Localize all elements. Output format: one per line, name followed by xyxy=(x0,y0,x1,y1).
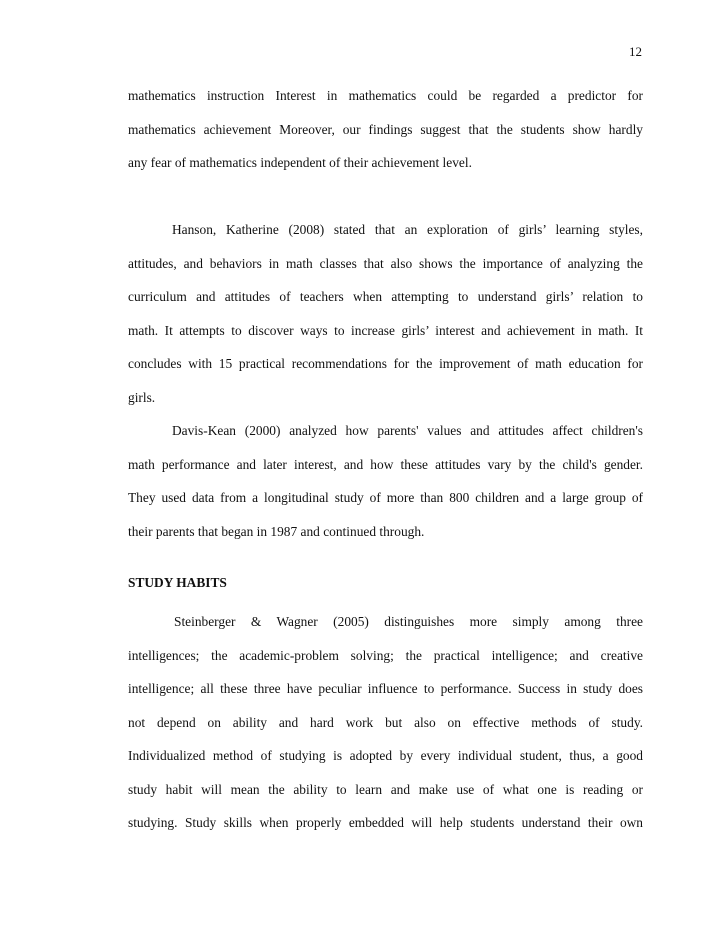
page-number: 12 xyxy=(629,44,642,59)
paragraph-line: curriculum and attitudes of teachers when attempting to understand girls’ relation to xyxy=(128,289,643,304)
paragraph-line: Steinberger & Wagner (2005) distinguishes more simply among three xyxy=(174,614,643,629)
paragraph-line: mathematics instruction Interest in mathematics could be regarded a predictor for xyxy=(128,88,643,103)
paragraph-line: concludes with 15 practical recommendations for the improvement of math education for xyxy=(128,356,643,371)
paragraph-line: Hanson, Katherine (2008) stated that an exploration of girls’ learning styles, xyxy=(172,222,643,237)
paragraph-line: intelligences; the academic-problem solving; the practical intelligence; and creative xyxy=(128,647,643,663)
paragraph-line: Individualized method of studying is adopted by every individual student, thus, a good xyxy=(128,748,643,763)
paragraph-line: Davis-Kean (2000) analyzed how parents' values and attitudes affect children's xyxy=(172,423,643,438)
paragraph-line: attitudes, and behaviors in math classes that also shows the importance of analyzing the xyxy=(128,255,643,271)
paragraph-line: their parents that began in 1987 and continued through. xyxy=(128,523,425,539)
paragraph-4 xyxy=(128,605,643,840)
paragraph-line: girls. xyxy=(128,389,156,405)
paragraph-line: not depend on ability and hard work but also on effective methods of study. xyxy=(128,714,643,730)
paragraph-line: math. It attempts to discover ways to increase girls’ interest and achievement in math. It xyxy=(128,322,643,338)
paragraph-line: mathematics achievement Moreover, our findings suggest that the students show hardly xyxy=(128,121,643,137)
paragraph-1 xyxy=(128,79,643,180)
paragraph-line: math performance and later interest, and how these attitudes vary by the child's gender. xyxy=(128,456,643,472)
paragraph-line: studying. Study skills when properly embedded will help students understand their own xyxy=(128,815,643,830)
paragraph-2 xyxy=(128,213,643,414)
section-heading: STUDY HABITS xyxy=(128,575,227,590)
paragraph-line: any fear of mathematics independent of their achievement level. xyxy=(128,155,472,170)
paragraph-3 xyxy=(128,414,643,548)
paragraph-line: They used data from a longitudinal study of more than 800 children and a large group of xyxy=(128,490,643,505)
paragraph-line: study habit will mean the ability to learn and make use of what one is reading or xyxy=(128,781,643,797)
paragraph-line: intelligence; all these three have peculiar influence to performance. Success in study does xyxy=(128,681,643,696)
